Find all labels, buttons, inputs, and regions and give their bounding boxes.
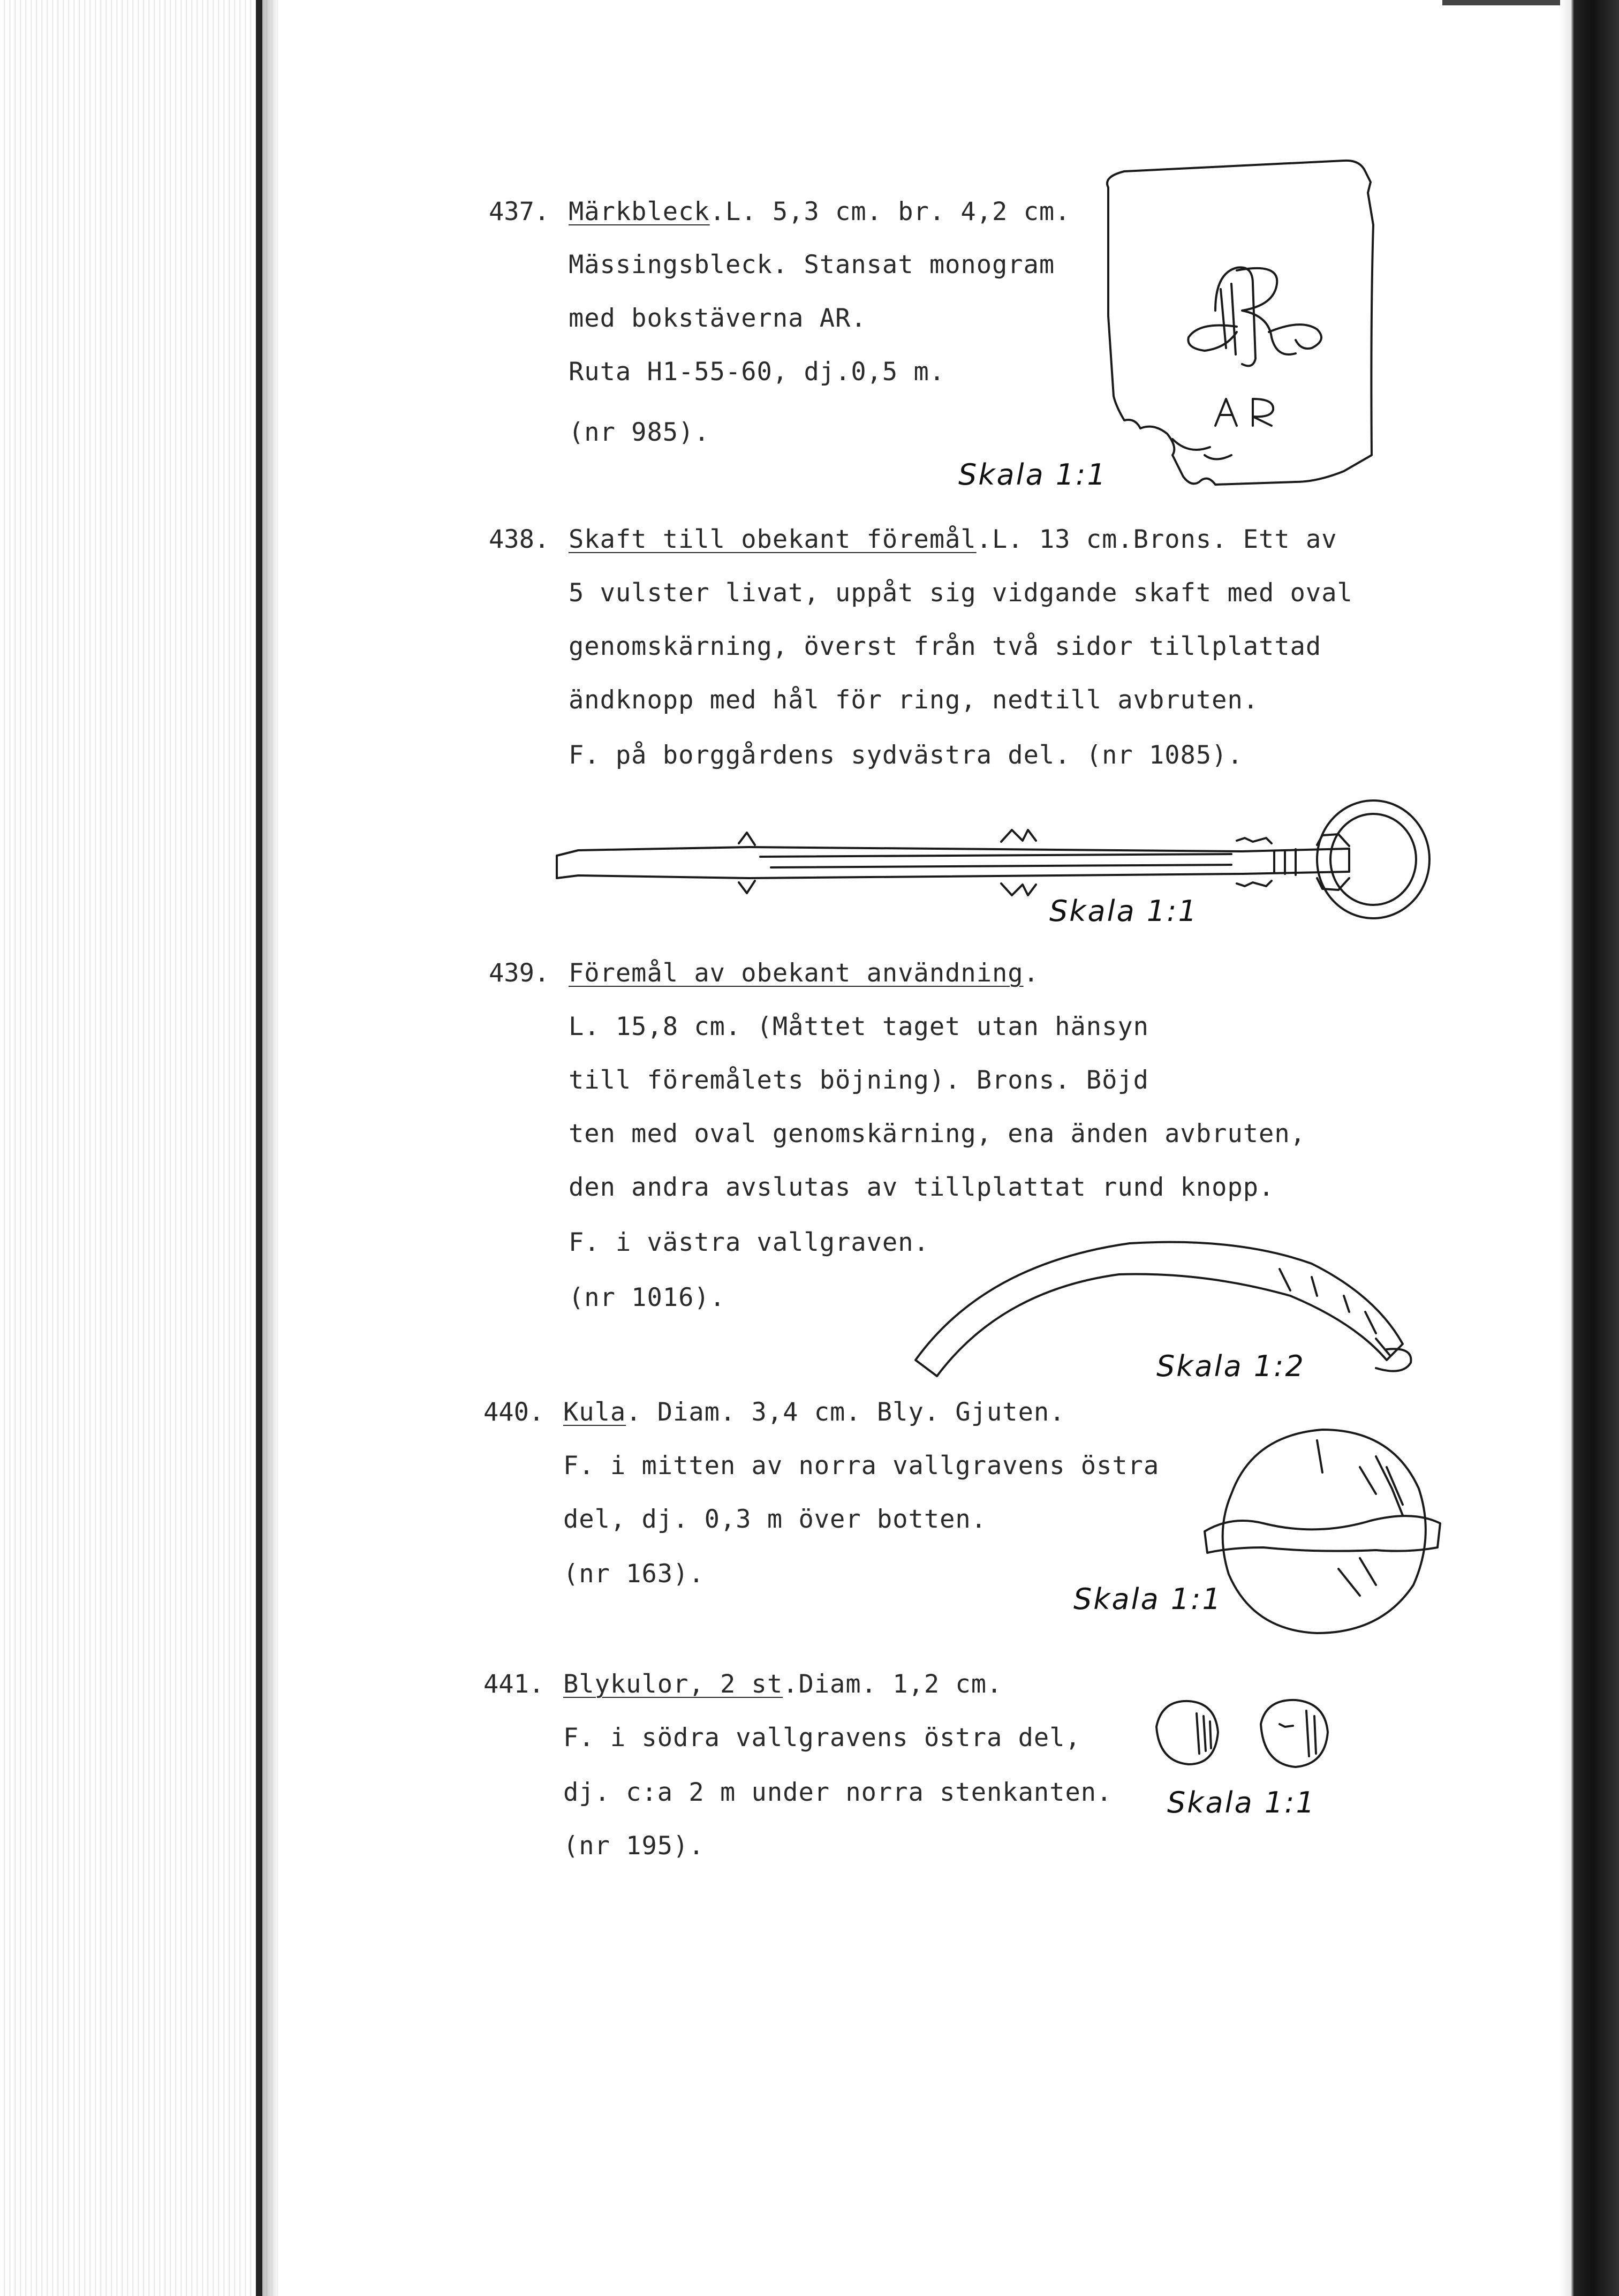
entry-heading-rest: . Diam. 3,4 cm. Bly. Gjuten. bbox=[626, 1398, 1065, 1427]
entry-text-line: ten med oval genomskärning, ena änden avbruten, bbox=[569, 1119, 1306, 1149]
entry-text-line: (nr 1016). bbox=[569, 1283, 725, 1312]
book-page-edges-right bbox=[1560, 0, 1619, 2296]
scale-label: Skala 1:1 bbox=[1073, 1582, 1222, 1616]
entry-number: 441. bbox=[483, 1670, 544, 1699]
lead-ball-seam bbox=[1205, 1516, 1440, 1553]
entry-heading-line bbox=[569, 525, 1337, 554]
lead-ball-small-2-shading bbox=[1280, 1711, 1316, 1756]
lead-ball-small-1-shading bbox=[1197, 1713, 1211, 1754]
entry-heading-rest: . bbox=[1023, 958, 1039, 988]
entry-number: 440. bbox=[483, 1398, 544, 1427]
lead-ball-outline bbox=[1223, 1430, 1426, 1633]
book-gutter bbox=[256, 0, 262, 2296]
shaft-ring-outer bbox=[1317, 800, 1429, 918]
lead-ball-drawing bbox=[1199, 1419, 1446, 1644]
entry-number: 437. bbox=[489, 197, 550, 226]
entry-text-line: F. i mitten av norra vallgravens östra bbox=[563, 1451, 1160, 1481]
entry-heading-rest: .Diam. 1,2 cm. bbox=[783, 1670, 1003, 1699]
stamped-letters-ar bbox=[1215, 399, 1273, 426]
entry-text-line: del, dj. 0,3 m över botten. bbox=[563, 1505, 987, 1534]
entry-text-line: med bokstäverna AR. bbox=[569, 304, 867, 333]
bent-object-shading bbox=[1280, 1269, 1389, 1355]
entry-number: 439. bbox=[489, 958, 550, 988]
entry-text-line: F. i södra vallgravens östra del, bbox=[563, 1723, 1081, 1753]
entry-text-line: dj. c:a 2 m under norra stenkanten. bbox=[563, 1778, 1113, 1807]
entry-text-line: den andra avslutas av tillplattat rund knopp. bbox=[569, 1173, 1275, 1202]
lead-balls-drawing bbox=[1146, 1695, 1344, 1775]
entry-text-line: genomskärning, överst från två sidor tillplattad bbox=[569, 632, 1322, 661]
entry-text-line: L. 15,8 cm. (Måttet taget utan hänsyn bbox=[569, 1012, 1149, 1041]
plate-tear bbox=[1172, 439, 1231, 459]
shaft-body bbox=[557, 847, 1349, 878]
monogram-swirl-right bbox=[1269, 324, 1321, 349]
scale-label: Skala 1:2 bbox=[1156, 1349, 1305, 1383]
monogram-r-loop bbox=[1237, 268, 1296, 354]
scale-label: Skala 1:1 bbox=[958, 458, 1107, 492]
lead-ball-small-1 bbox=[1156, 1701, 1218, 1764]
entry-title: Kula bbox=[563, 1398, 626, 1427]
plate-outline bbox=[1107, 161, 1373, 485]
entry-text-line: Ruta H1-55-60, dj.0,5 m. bbox=[569, 357, 945, 387]
entry-heading-line bbox=[569, 197, 1071, 226]
entry-heading-rest: .L. 13 cm.Brons. Ett av bbox=[976, 525, 1337, 554]
entry-title: Föremål av obekant användning bbox=[569, 958, 1024, 988]
entry-text-line: (nr 985). bbox=[569, 418, 710, 447]
entry-heading-line bbox=[563, 1670, 1002, 1699]
entry-text-line: Mässingsbleck. Stansat monogram bbox=[569, 250, 1055, 280]
shaft-bulge-3 bbox=[1237, 838, 1272, 886]
bronze-shaft-drawing bbox=[546, 798, 1435, 926]
shaft-hatching bbox=[760, 849, 1296, 875]
entry-title: Märkbleck bbox=[569, 197, 710, 226]
entry-text-line: F. i västra vallgraven. bbox=[569, 1228, 929, 1257]
entry-text-line: ändknopp med hål för ring, nedtill avbruten. bbox=[569, 685, 1259, 715]
entry-heading-rest: .L. 5,3 cm. br. 4,2 cm. bbox=[709, 197, 1071, 226]
lead-ball-small-2 bbox=[1261, 1700, 1328, 1767]
entry-title: Blykulor, 2 st bbox=[563, 1670, 783, 1699]
entry-heading-line bbox=[569, 958, 1039, 988]
lead-ball-mark bbox=[1317, 1440, 1322, 1472]
entry-text-line: (nr 163). bbox=[563, 1559, 705, 1589]
brass-plate-drawing bbox=[1092, 155, 1392, 503]
scale-label: Skala 1:1 bbox=[1049, 894, 1198, 928]
shaft-bulge-1 bbox=[739, 833, 755, 893]
entry-number: 438. bbox=[489, 525, 550, 554]
monogram-swirl-left bbox=[1188, 326, 1237, 351]
book-page-edges-left bbox=[0, 0, 278, 2296]
shaft-ring-inner bbox=[1330, 814, 1416, 905]
scale-label: Skala 1:1 bbox=[1167, 1786, 1316, 1819]
entry-text-line: 5 vulster livat, uppåt sig vidgande skaft med oval bbox=[569, 578, 1353, 608]
entry-text-line: till föremålets böjning). Brons. Böjd bbox=[569, 1066, 1149, 1095]
entry-text-line: (nr 195). bbox=[563, 1831, 705, 1861]
entry-title: Skaft till obekant föremål bbox=[569, 525, 977, 554]
entry-heading-line bbox=[563, 1398, 1065, 1427]
entry-text-line: F. på borggårdens sydvästra del. (nr 1085). bbox=[569, 741, 1243, 770]
shaft-bulge-2 bbox=[1001, 830, 1036, 895]
scan-edge-mark bbox=[1442, 0, 1560, 5]
gutter-shadow bbox=[262, 0, 278, 2296]
